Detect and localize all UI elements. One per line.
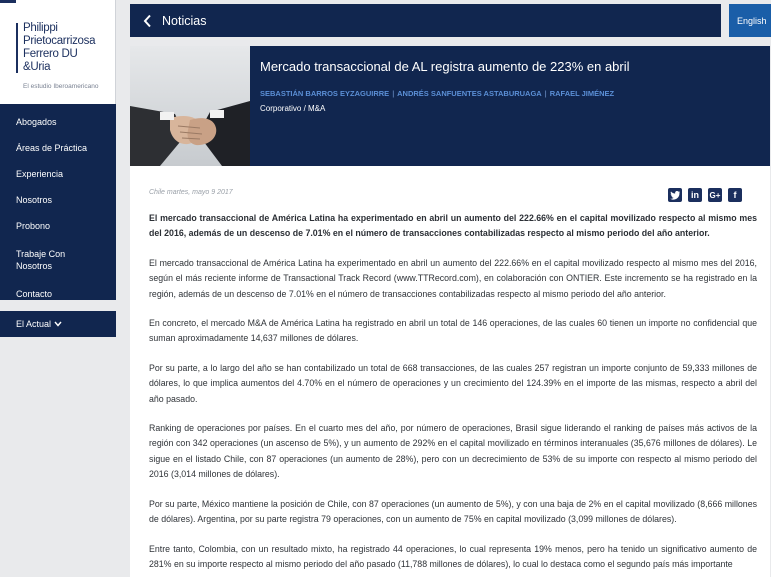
section-title[interactable]: Noticias: [162, 13, 207, 28]
article-paragraph: Por su parte, México mantiene la posición de Chile, con 87 operaciones (un aumento de 5%), y con una baja de 2% en el capital movilizado (8,666 millones de dólares). Argentina, por su parte registra 79 operaciones, con un aumento de 75% en capital movilizado (3,099 millones de dólares).: [149, 498, 757, 525]
sidebar-item-nosotros[interactable]: [0, 187, 116, 213]
article-date: Chile martes, mayo 9 2017: [149, 189, 233, 196]
linkedin-icon[interactable]: in: [688, 188, 702, 202]
sidebar-item-probono[interactable]: [0, 213, 116, 239]
article-paragraph: Ranking de operaciones por países. En el cuarto mes del año, por número de operaciones, Brasil sigue liderando el ranking de países más activos de la región con 342 operaciones (un ascenso de 5%), y un aumento de 292% en el capital movilizado en términos interanuales (35,676 millones de dólares). Le sigue en el listado Chile, con 87 operaciones (un aumento de 28%), pero con un decrecimiento de 53% de su importe con respecto al mismo periodo del 2016 (3,014 millones de dólares).: [149, 423, 757, 480]
article-authors: [260, 89, 614, 98]
logo-accent: [0, 0, 16, 3]
author-link[interactable]: SEBASTIÁN BARROS EYZAGUIRRE: [260, 89, 390, 98]
section-header: [130, 4, 721, 37]
sidebar-item-label: Abogados: [16, 117, 57, 127]
sidebar-item-label: Áreas de Práctica: [16, 143, 88, 153]
logo-text: [23, 22, 115, 74]
back-chevron-icon[interactable]: [140, 11, 154, 31]
handshake-image: [130, 46, 250, 166]
article-header: [130, 46, 770, 166]
sidebar-item-experiencia[interactable]: [0, 161, 116, 187]
article-paragraph: El mercado transaccional de América Latina ha experimentado en abril un aumento del 222.66% en el capital movilizado respecto al mismo mes del 2016, según el más reciente informe de Transactional Track Record (www.TTRecord.com), en colaboración con ONTIER. Este incremento se ha registrado en la región, además de un descenso de 7.01% en el número de transacciones contabilizadas respecto al mismo periodo del año anterior.: [149, 257, 757, 299]
logo-bar: [16, 23, 18, 73]
english-button[interactable]: English: [729, 4, 771, 37]
el-actual-dropdown[interactable]: [0, 311, 116, 337]
logo-line: Philippi: [23, 22, 58, 34]
twitter-icon[interactable]: [668, 188, 682, 202]
sidebar-item-label: Nosotros: [16, 195, 53, 205]
article-category: Corporativo / M&A: [260, 104, 326, 113]
logo-line: Ferrero DU: [23, 48, 78, 60]
author-separator: |: [544, 89, 547, 98]
article-paragraph: Entre tanto, Colombia, con un resultado mixto, ha registrado 44 operaciones, lo cual representa 19% menos, pero ha tenido un significativo aumento de 281% en su importe respecto al mismo periodo del año pasado (11,788 millones de dólares), lo cual lo destaca como el segundo país más importante: [149, 543, 757, 569]
sidebar-item-label: Trabaje Con Nosotros: [16, 249, 66, 271]
sidebar-item-abogados[interactable]: [0, 109, 116, 135]
sidebar-item-trabaje[interactable]: [0, 239, 116, 281]
sidebar-item-label: Experiencia: [16, 169, 64, 179]
author-link[interactable]: RAFAEL JIMÉNEZ: [549, 89, 615, 98]
sidebar-item-areas[interactable]: [0, 135, 116, 161]
sidebar-nav: [0, 104, 116, 300]
author-link[interactable]: ANDRÉS SANFUENTES ASTABURUAGA: [397, 89, 542, 98]
article-title: Mercado transaccional de AL registra aumento de 223% en abril: [260, 59, 630, 74]
facebook-icon[interactable]: f: [728, 188, 742, 202]
sidebar-item-label: Contacto: [16, 289, 53, 299]
article-paragraph: Por su parte, a lo largo del año se han contabilizado un total de 668 transacciones, de las cuales 257 registran un importe conjunto de 59,333 millones de dólares, lo que implica aumentos del 4.70% en el número de operaciones y un crecimiento del 124.39% en el importe de las mismas, respecto a abril del año pasado.: [149, 362, 757, 404]
el-actual-label: El Actual: [16, 319, 52, 329]
article-content: [130, 166, 770, 577]
sidebar-item-label: Probono: [16, 221, 51, 231]
share-bar: [668, 188, 742, 202]
article-lead: El mercado transaccional de América Latina ha experimentado en abril un aumento del 222.66% en el capital movilizado respecto al mismo mes del 2016, además de un descenso de 7.01% en el número de transacciones contabilizadas respecto al mismo periodo del año anterior.: [149, 213, 757, 239]
logo-tagline: El estudio Iberoamericano: [23, 83, 99, 90]
logo-line: &Uria: [23, 61, 51, 73]
chevron-down-icon: [54, 320, 62, 329]
author-separator: |: [392, 89, 395, 98]
article-paragraph: En concreto, el mercado M&A de América Latina ha registrado en abril un total de 146 operaciones, de las cuales 60 tienen un importe no confidencial que suman aproximadamente 14,637 millones de dólares.: [149, 318, 757, 344]
logo[interactable]: [0, 0, 116, 104]
sidebar-item-contacto[interactable]: [0, 281, 116, 307]
article-body: [149, 211, 757, 577]
google-plus-icon[interactable]: G+: [708, 188, 722, 202]
logo-line: Prietocarrizosa: [23, 35, 96, 47]
